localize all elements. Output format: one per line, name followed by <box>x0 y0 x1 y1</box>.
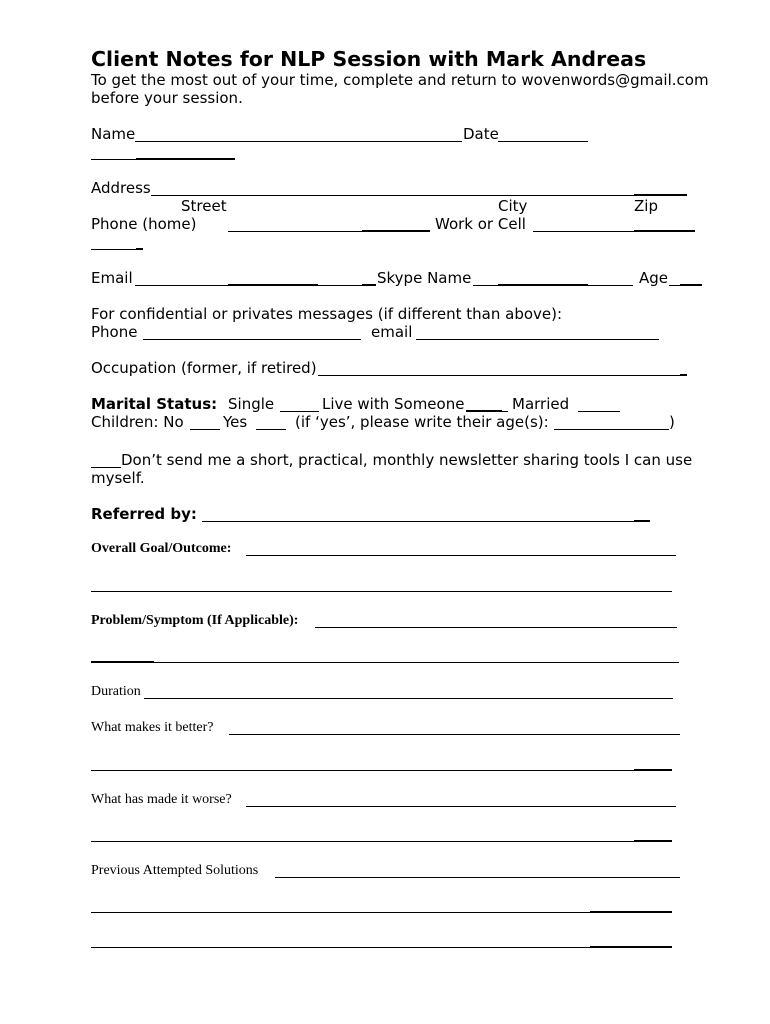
date-field[interactable] <box>498 141 588 142</box>
children-ages-note: (if ‘yes’, please write their age(s): <box>295 413 549 431</box>
occupation-field[interactable] <box>318 375 687 376</box>
skype-field[interactable] <box>473 285 633 286</box>
name-continuation-field[interactable] <box>91 159 235 160</box>
problem-field[interactable] <box>315 627 677 628</box>
worse-label: What has made it worse? <box>91 792 232 807</box>
live-with-field-thick[interactable] <box>466 410 502 411</box>
better-label: What makes it better? <box>91 720 214 735</box>
date-label: Date <box>463 125 499 143</box>
children-no-field[interactable] <box>190 429 220 430</box>
phone-continuation-field[interactable] <box>91 249 143 250</box>
married-label: Married <box>512 395 570 413</box>
children-label: Children: No <box>91 413 184 431</box>
address-field[interactable] <box>151 195 687 196</box>
previous-field-3[interactable] <box>91 947 672 948</box>
phone-home-label: Phone (home) <box>91 215 197 233</box>
newsletter-line-2: myself. <box>91 469 145 487</box>
work-cell-label: Work or Cell <box>435 215 526 233</box>
age-field[interactable] <box>669 285 702 286</box>
problem-label: Problem/Symptom (If Applicable): <box>91 613 299 628</box>
previous-label: Previous Attempted Solutions <box>91 863 259 878</box>
referred-by-field[interactable] <box>202 521 650 522</box>
intro-line-1: To get the most out of your time, complete and return to wovenwords@gmail.com <box>91 71 709 89</box>
occupation-label: Occupation (former, if retired) <box>91 359 317 377</box>
phone-home-field[interactable] <box>228 231 430 232</box>
goal-field-2[interactable] <box>91 591 672 592</box>
street-label: Street <box>181 197 227 215</box>
children-close-paren: ) <box>669 413 675 431</box>
name-continuation-field-2[interactable] <box>136 158 235 159</box>
confidential-label: For confidential or privates messages (if different than above): <box>91 305 563 323</box>
work-cell-field-end[interactable] <box>634 230 695 231</box>
referred-by-field-end[interactable] <box>634 520 650 522</box>
previous-field-2[interactable] <box>91 912 672 913</box>
worse-field[interactable] <box>246 806 676 807</box>
live-with-label: Live with Someone <box>322 395 465 413</box>
single-field[interactable] <box>280 411 319 412</box>
married-field[interactable] <box>578 411 620 412</box>
skype-label: Skype Name <box>377 269 472 287</box>
phone-continuation-field-end[interactable] <box>136 248 143 249</box>
work-cell-field[interactable] <box>533 231 695 232</box>
address-field-end[interactable] <box>634 194 687 195</box>
conf-phone-label: Phone <box>91 323 138 341</box>
worse-field-2-end[interactable] <box>634 840 672 841</box>
children-yes-field[interactable] <box>256 429 286 430</box>
better-field-2-end[interactable] <box>634 769 672 770</box>
newsletter-checkbox-line[interactable] <box>91 467 121 468</box>
newsletter-line-1: Don’t send me a short, practical, monthly newsletter sharing tools I can use <box>121 451 693 469</box>
name-field[interactable] <box>135 141 462 142</box>
conf-phone-field[interactable] <box>143 339 361 340</box>
better-field-2[interactable] <box>91 770 672 771</box>
previous-field-2-end[interactable] <box>590 911 672 912</box>
intro-line-2: before your session. <box>91 89 243 107</box>
age-label: Age <box>639 269 669 287</box>
previous-field[interactable] <box>275 877 680 878</box>
referred-by-label: Referred by: <box>91 505 197 523</box>
children-ages-field[interactable] <box>554 429 669 430</box>
problem-field-2-start[interactable] <box>91 661 154 662</box>
page-title: Client Notes for NLP Session with Mark Andreas <box>91 47 647 71</box>
previous-field-3-end[interactable] <box>590 946 672 947</box>
email-field[interactable] <box>135 285 376 286</box>
occupation-field-end[interactable] <box>680 374 687 375</box>
live-with-field[interactable] <box>466 411 508 412</box>
children-yes-label: Yes <box>223 413 248 431</box>
zip-label: Zip <box>634 197 658 215</box>
city-label: City <box>498 197 528 215</box>
better-field[interactable] <box>229 734 680 735</box>
goal-label: Overall Goal/Outcome: <box>91 541 232 556</box>
email-field-mid[interactable] <box>228 284 318 285</box>
goal-field[interactable] <box>246 555 676 556</box>
single-label: Single <box>228 395 275 413</box>
duration-label: Duration <box>91 684 141 699</box>
duration-field[interactable] <box>144 698 673 699</box>
name-label: Name <box>91 125 136 143</box>
conf-email-label: email <box>371 323 413 341</box>
problem-field-2[interactable] <box>91 662 679 663</box>
email-field-end[interactable] <box>362 284 376 285</box>
worse-field-2[interactable] <box>91 841 672 842</box>
skype-field-mid[interactable] <box>498 284 588 285</box>
age-field-end[interactable] <box>680 284 702 285</box>
phone-home-field-end[interactable] <box>362 230 430 231</box>
email-label: Email <box>91 269 133 287</box>
address-label: Address <box>91 179 151 197</box>
marital-status-label: Marital Status: <box>91 395 218 413</box>
conf-email-field[interactable] <box>416 339 659 340</box>
